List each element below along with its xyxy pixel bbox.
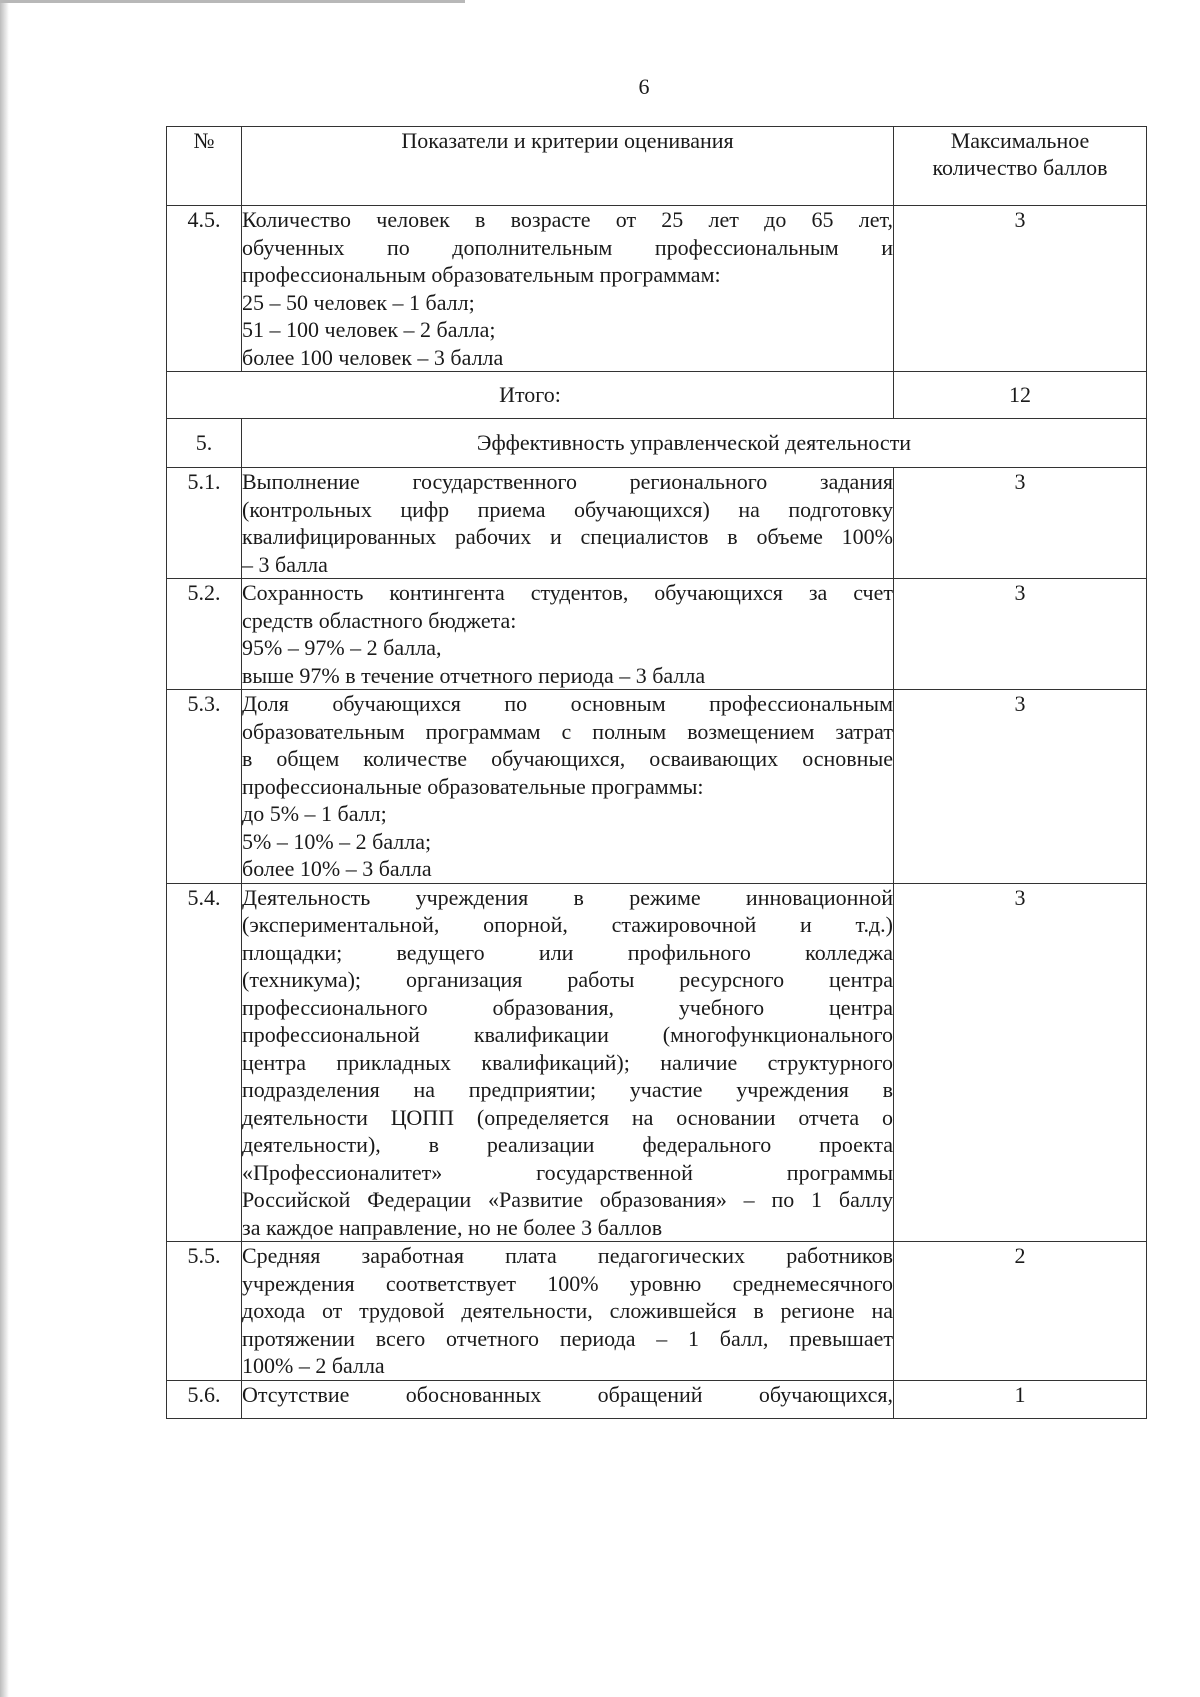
criteria-line: более 100 человек – 3 балла — [242, 344, 504, 370]
criteria-line: 25 – 50 человек – 1 балл; — [242, 289, 475, 315]
criteria-line: 100% – 2 балла — [242, 1353, 385, 1378]
section-row-5 — [167, 419, 1147, 468]
criteria-line: профессионального образования, учебного центра — [242, 994, 893, 1020]
criteria-line: в общем количестве обучающихся, осваивающих основные — [242, 746, 893, 771]
criteria-line: (экспериментальной, опорной, стажировочной и т.д.) — [242, 912, 893, 937]
total-row — [167, 372, 1147, 419]
table-row-4-5 — [167, 206, 1147, 372]
criteria-line: «Профессионалитет» государственной программы — [242, 1159, 893, 1185]
row-criteria-text — [242, 579, 894, 690]
section-title: Эффективность управленческой деятельности — [242, 419, 1147, 468]
row-number: 5.4. — [167, 883, 242, 1242]
header-max-points-line1: Максимальное — [950, 128, 1090, 153]
row-points: 3 — [894, 883, 1147, 1242]
criteria-line: (контрольных цифр приема обучающихся) на подготовку — [242, 496, 893, 522]
table-row-5-6 — [167, 1380, 1147, 1419]
section-number: 5. — [167, 419, 242, 468]
table-row-5-1 — [167, 468, 1147, 579]
criteria-line: профессиональные образовательные программы: — [242, 773, 704, 799]
table-header-row — [167, 127, 1147, 206]
row-number: 5.3. — [167, 690, 242, 884]
criteria-line: дохода от трудовой деятельности, сложившейся в регионе на — [242, 1298, 893, 1323]
header-number: № — [167, 127, 242, 206]
criteria-line: Российской Федерации «Развитие образования» – по 1 баллу — [242, 1187, 893, 1212]
criteria-line: выше 97% в течение отчетного периода – 3 балла — [242, 662, 706, 688]
row-criteria-text — [242, 206, 894, 372]
criteria-line: образовательным программам с полным возмещением затрат — [242, 718, 893, 744]
criteria-line: подразделения на предприятии; участие учреждения в — [242, 1077, 893, 1102]
criteria-line: профессиональной квалификации (многофункционального — [242, 1022, 893, 1047]
row-criteria-text — [242, 468, 894, 579]
criteria-line: Отсутствие обоснованных обращений обучающихся, — [242, 1381, 893, 1407]
row-criteria-text — [242, 1242, 894, 1381]
criteria-line: более 10% – 3 балла — [242, 856, 432, 881]
criteria-line: Деятельность учреждения в режиме инновационной — [242, 884, 893, 910]
criteria-line: средств областного бюджета: — [242, 607, 517, 633]
criteria-table — [166, 126, 1147, 1419]
criteria-line: до 5% – 1 балл; — [242, 801, 387, 826]
criteria-line: Количество человек в возрасте от 25 лет до 65 лет, — [242, 207, 893, 232]
page-number: 6 — [638, 74, 650, 99]
row-number: 4.5. — [167, 206, 242, 372]
criteria-line: центра прикладных квалификаций); наличие структурного — [242, 1049, 893, 1075]
criteria-line: деятельности ЦОПП (определяется на основании отчета о — [242, 1104, 893, 1130]
row-criteria-text — [242, 690, 894, 884]
criteria-line: деятельности), в реализации федерального проекта — [242, 1132, 893, 1157]
criteria-line: профессиональным образовательным программам: — [242, 262, 721, 287]
table-row-5-3 — [167, 690, 1147, 884]
scan-edge-top — [0, 0, 465, 3]
row-points: 3 — [894, 690, 1147, 884]
header-max-points-line2: количество баллов — [932, 155, 1108, 180]
table-row-5-2 — [167, 579, 1147, 690]
row-points: 2 — [894, 1242, 1147, 1381]
row-points: 3 — [894, 206, 1147, 372]
row-number: 5.6. — [167, 1380, 242, 1419]
header-criteria: Показатели и критерии оценивания — [242, 127, 894, 206]
row-number: 5.1. — [167, 468, 242, 579]
criteria-line: обученных по дополнительным профессиональным и — [242, 234, 893, 260]
criteria-line: Доля обучающихся по основным профессиональным — [242, 691, 893, 716]
criteria-line: Выполнение государственного регионального задания — [242, 469, 893, 494]
criteria-line: площадки; ведущего или профильного колледжа — [242, 939, 893, 965]
row-points: 1 — [894, 1380, 1147, 1419]
table-row-5-4 — [167, 883, 1147, 1242]
criteria-line: – 3 балла — [242, 551, 328, 577]
criteria-line: учреждения соответствует 100% уровню среднемесячного — [242, 1270, 893, 1296]
criteria-line: 95% – 97% – 2 балла, — [242, 635, 442, 660]
scan-edge-left — [0, 0, 9, 1697]
criteria-line: Сохранность контингента студентов, обучающихся за счет — [242, 580, 893, 605]
row-number: 5.2. — [167, 579, 242, 690]
row-criteria-text — [242, 1380, 894, 1419]
criteria-line: 5% – 10% – 2 балла; — [242, 828, 432, 854]
criteria-line: за каждое направление, но не более 3 баллов — [242, 1214, 663, 1240]
criteria-line: Средняя заработная плата педагогических работников — [242, 1243, 893, 1268]
total-points: 12 — [894, 372, 1147, 419]
criteria-line: (техникума); организация работы ресурсного центра — [242, 967, 893, 992]
row-criteria-text — [242, 883, 894, 1242]
row-points: 3 — [894, 579, 1147, 690]
row-points: 3 — [894, 468, 1147, 579]
criteria-line: 51 – 100 человек – 2 балла; — [242, 317, 496, 342]
row-number: 5.5. — [167, 1242, 242, 1381]
table-row-5-5 — [167, 1242, 1147, 1381]
total-label: Итого: — [167, 372, 894, 419]
criteria-line: квалифицированных рабочих и специалистов в объеме 100% — [242, 524, 893, 549]
criteria-line: протяжении всего отчетного периода – 1 балл, превышает — [242, 1325, 893, 1351]
header-max-points — [894, 127, 1147, 206]
